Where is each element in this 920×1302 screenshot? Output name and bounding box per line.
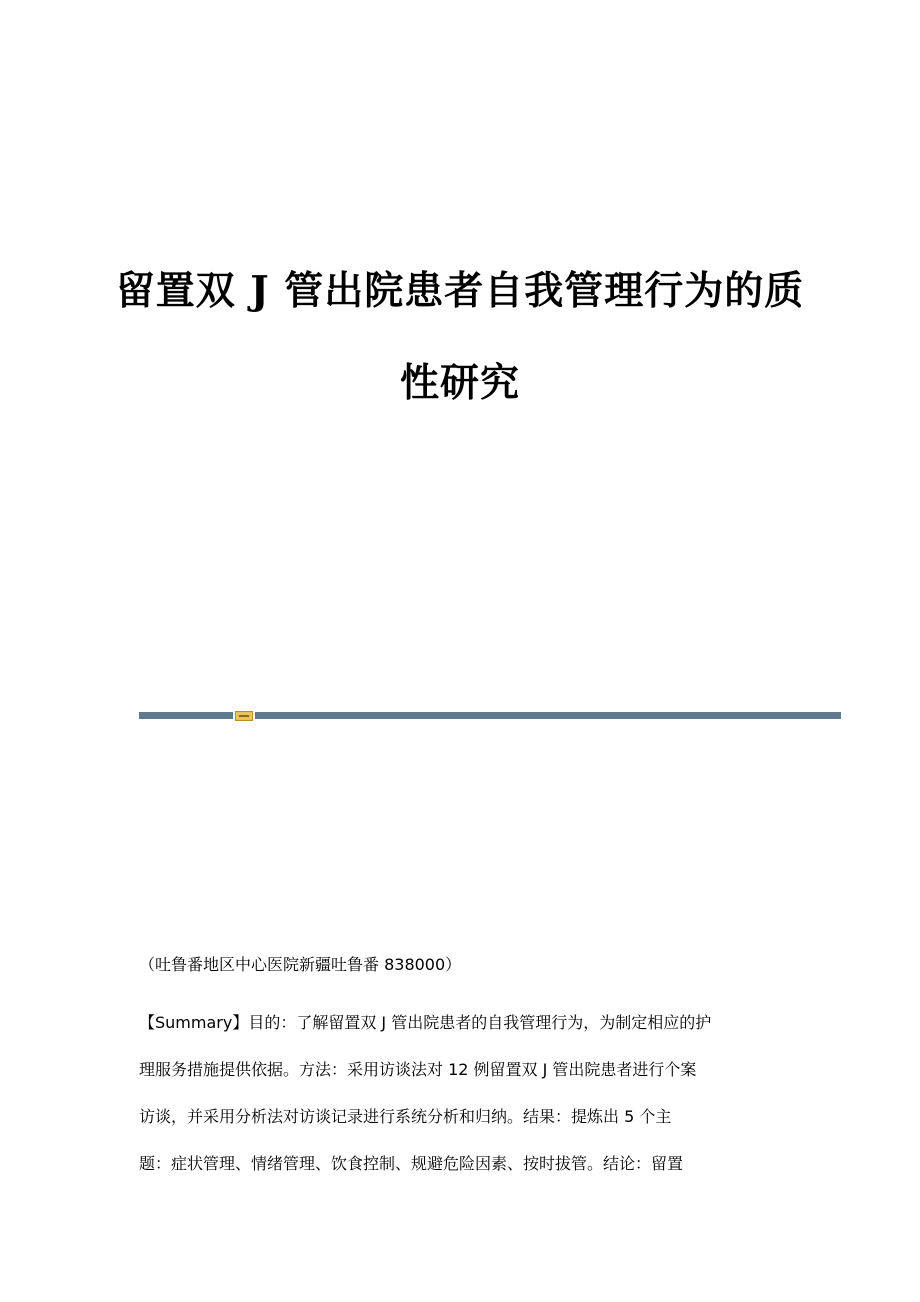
divider-bar-right: [255, 712, 841, 719]
divider-ornament-icon: [235, 711, 253, 721]
document-title-line-1: 留置双 J 管出院患者自我管理行为的质: [115, 268, 805, 314]
summary-line: 访谈，并采用分析法对访谈记录进行系统分析和归纳。结果：提炼出 5 个主: [139, 1107, 672, 1126]
divider-bar-left: [139, 712, 233, 719]
author-affiliation: （吐鲁番地区中心医院新疆吐鲁番 838000）: [139, 955, 462, 974]
summary-line: 题：症状管理、情绪管理、饮食控制、规避危险因素、按时拔管。结论：留置: [139, 1154, 684, 1173]
summary-line: 【Summary】目的：了解留置双 J 管出院患者的自我管理行为，为制定相应的护: [139, 1013, 712, 1032]
summary-line: 理服务措施提供依据。方法：采用访谈法对 12 例留置双 J 管出院患者进行个案: [139, 1060, 697, 1079]
decorative-divider: [139, 711, 841, 721]
summary-paragraph: [139, 1011, 789, 1199]
document-title-line-2: 性研究: [399, 360, 520, 406]
